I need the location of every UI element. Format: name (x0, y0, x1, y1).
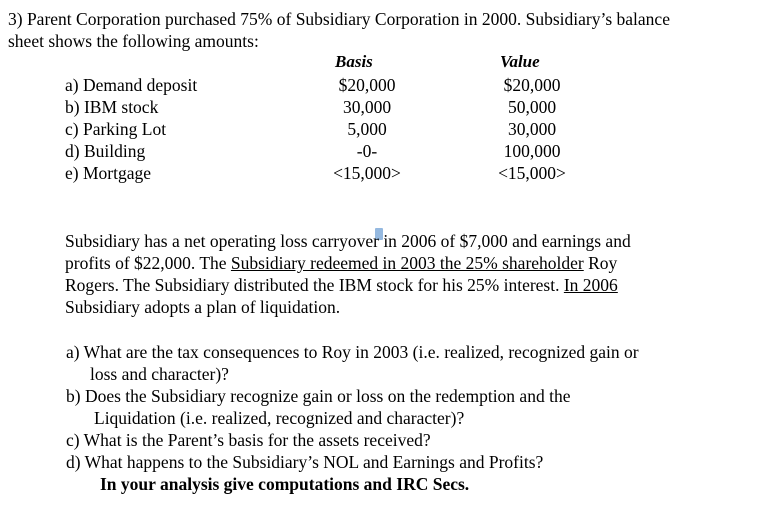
row-label: d) Building (65, 141, 146, 161)
row-basis: -0- (356, 141, 378, 161)
value-header: Value (500, 52, 540, 71)
row-value: 50,000 (507, 97, 557, 117)
row-basis: 30,000 (342, 97, 392, 117)
paragraph-line-4: Subsidiary adopts a plan of liquidation. (65, 297, 341, 317)
row-value: 30,000 (507, 119, 557, 139)
row-value: <15,000> (498, 163, 566, 183)
question-a-line-1: a) What are the tax consequences to Roy in 2003 (i.e. realized, recognized gain or (66, 342, 639, 362)
question-b-line-1: b) Does the Subsidiary recognize gain or loss on the redemption and the (66, 386, 571, 406)
row-label: e) Mortgage (65, 163, 152, 183)
row-label: b) IBM stock (65, 97, 159, 117)
analysis-note: In your analysis give computations and IRC Secs. (100, 474, 470, 494)
paragraph-line-1: Subsidiary has a net operating loss carryover in 2006 of $7,000 and earnings and (65, 231, 631, 251)
intro-line-2: sheet shows the following amounts: (8, 31, 259, 51)
paragraph-text: profits of $22,000. The (65, 253, 231, 273)
row-basis: $20,000 (338, 75, 396, 95)
underlined-text: In 2006 (563, 275, 618, 295)
underlined-text: Subsidiary redeemed in 2003 the 25% shareholder (230, 253, 584, 273)
row-value: 100,000 (503, 141, 561, 161)
paragraph-text: Rogers. The Subsidiary distributed the IBM stock for his 25% interest. (65, 275, 564, 295)
question-a-line-2: loss and character)? (90, 364, 229, 384)
basis-header: Basis (335, 52, 373, 71)
row-label: a) Demand deposit (65, 75, 198, 95)
question-d: d) What happens to the Subsidiary’s NOL and Earnings and Profits? (66, 452, 544, 472)
question-b-line-2: Liquidation (i.e. realized, recognized and character)? (94, 408, 465, 428)
intro-line-1: 3) Parent Corporation purchased 75% of Subsidiary Corporation in 2000. Subsidiary’s balance (8, 9, 670, 29)
row-basis: 5,000 (347, 119, 387, 139)
row-basis: <15,000> (333, 163, 401, 183)
paragraph-text: Roy (583, 253, 618, 273)
paragraph-line-2 (65, 252, 617, 274)
row-value: $20,000 (503, 75, 561, 95)
paragraph-line-3 (65, 274, 618, 296)
question-c: c) What is the Parent’s basis for the assets received? (66, 430, 431, 450)
row-label: c) Parking Lot (65, 119, 167, 139)
